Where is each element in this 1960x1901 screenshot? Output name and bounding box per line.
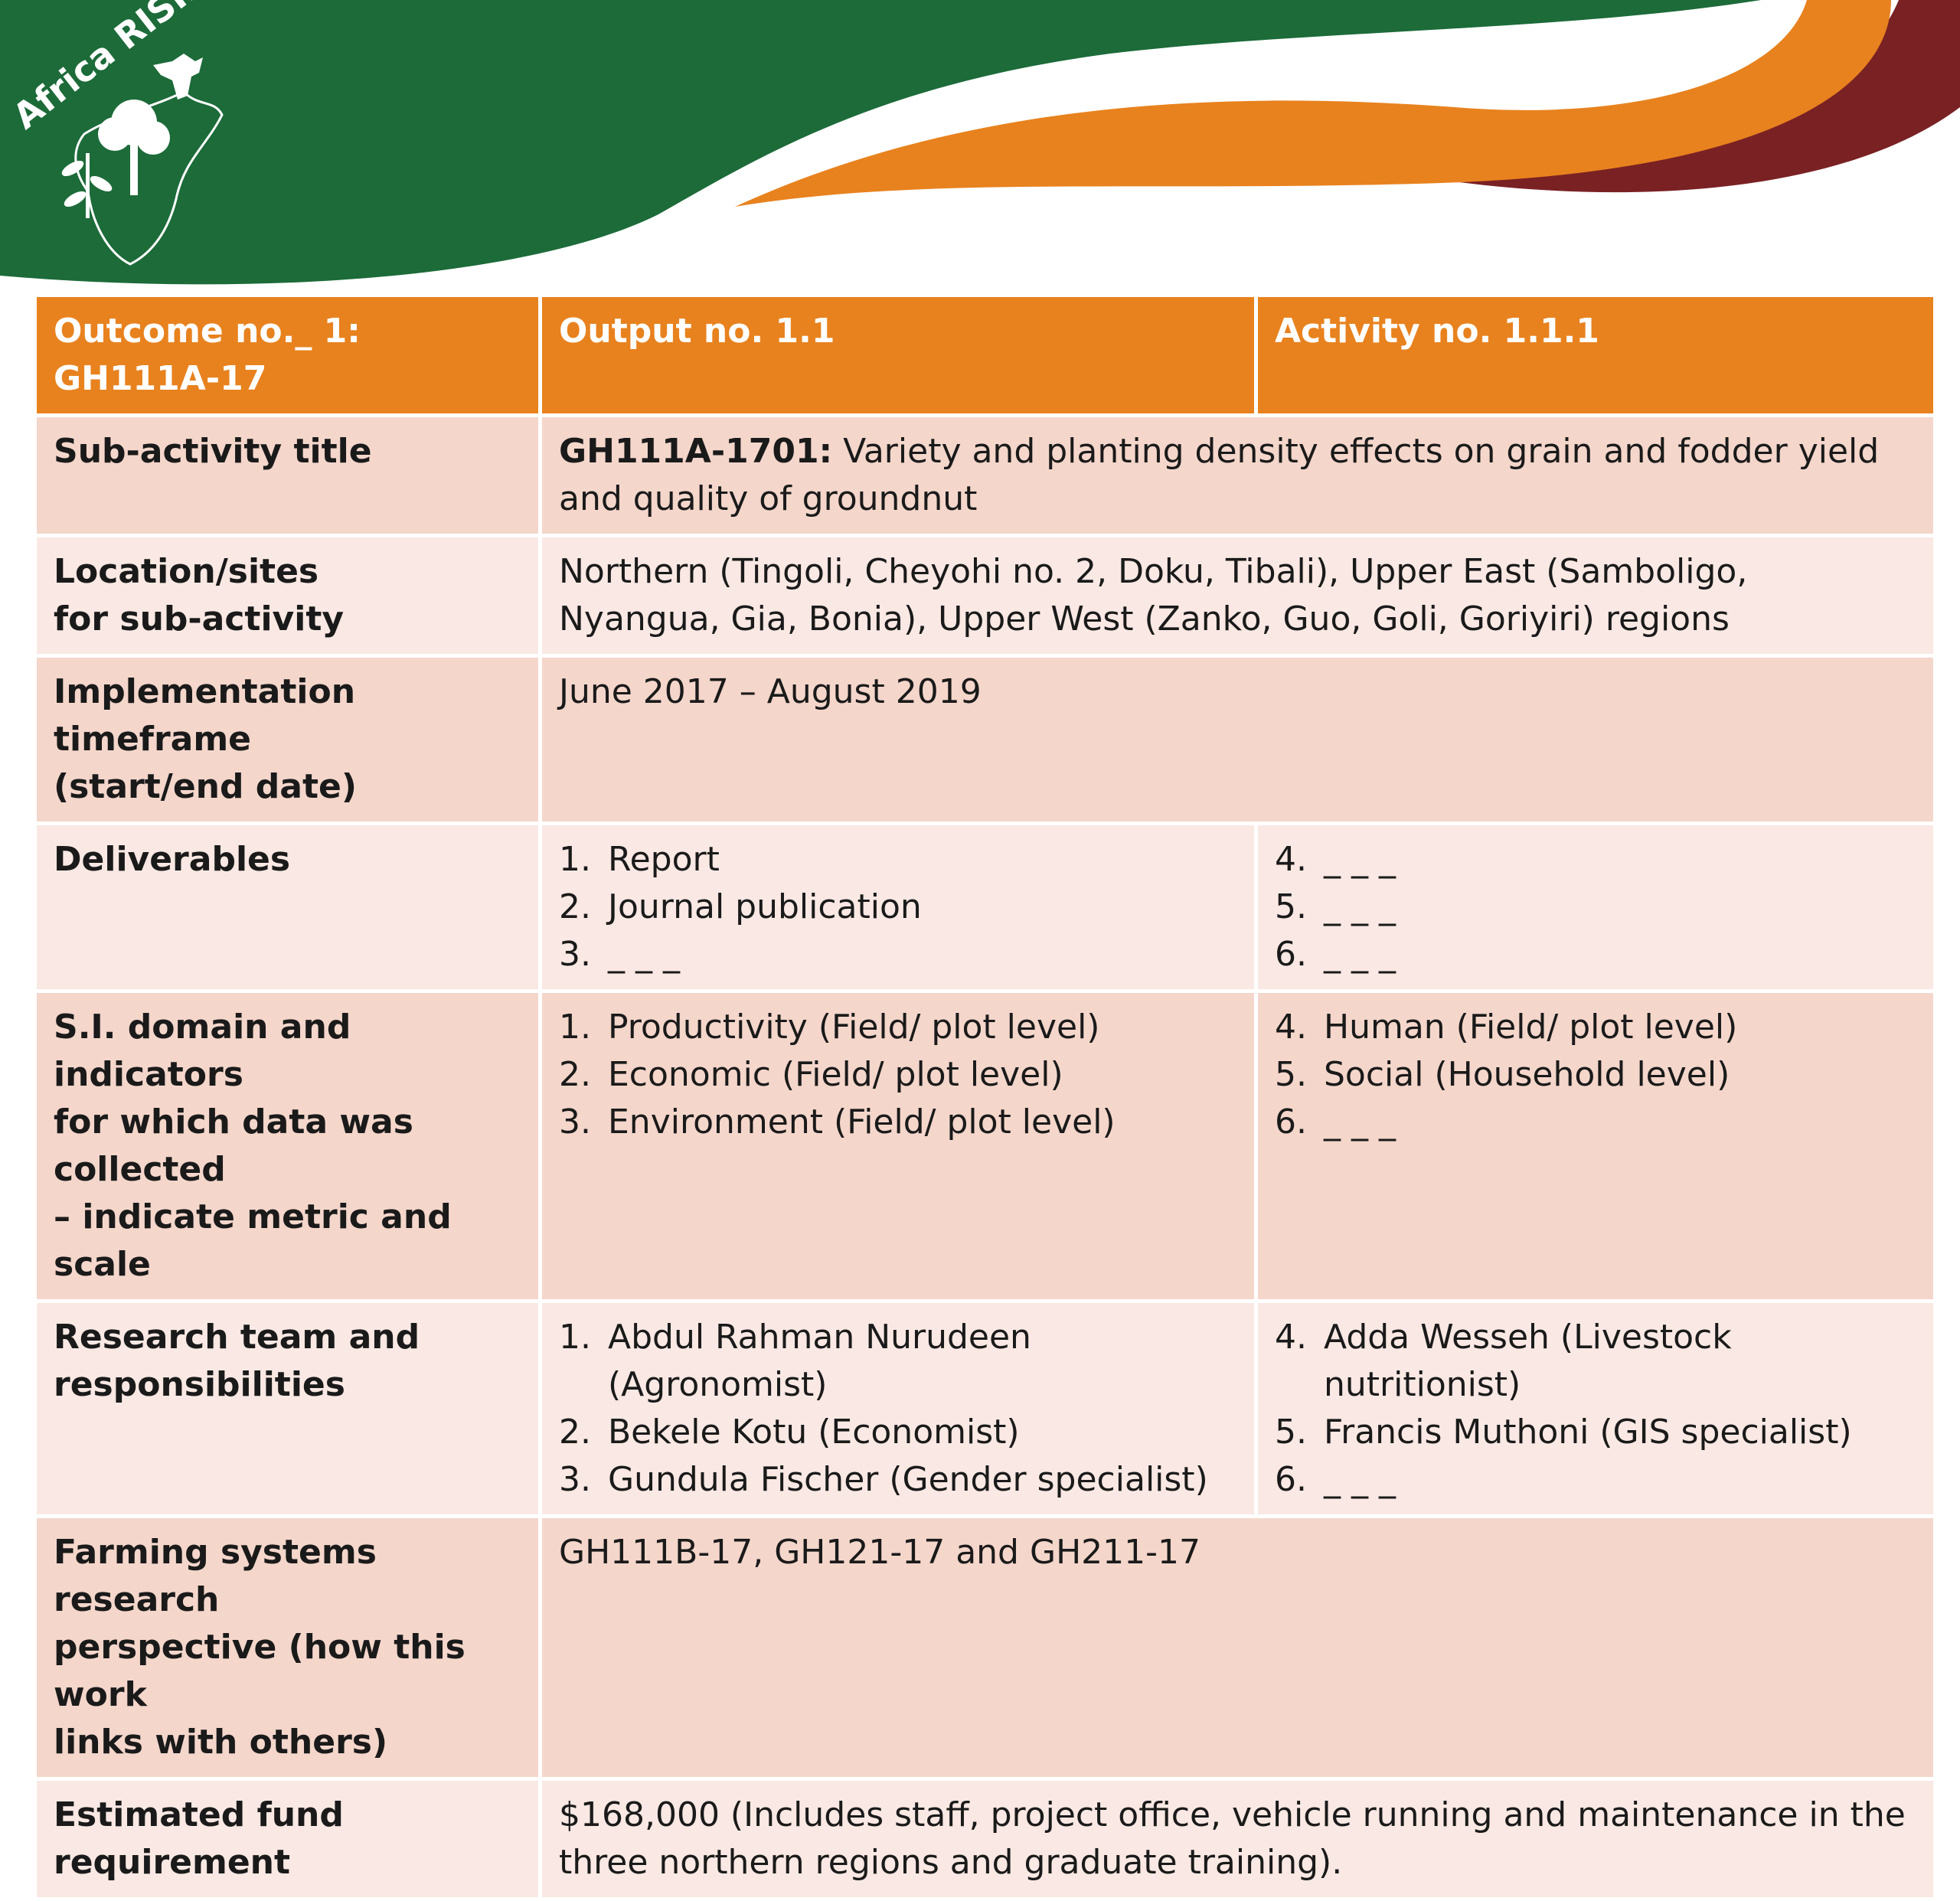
si-domain-label-line3: – indicate metric and scale	[54, 1197, 452, 1284]
research-team-right	[1256, 1302, 1936, 1517]
research-team-list-left	[559, 1314, 1237, 1504]
farming-systems-label-line2: perspective (how this work	[54, 1628, 466, 1714]
location-label-line1: Location/sites	[54, 552, 319, 591]
list-item: 3. _ _ _	[559, 935, 680, 974]
list-item: 2. Economic (Field/ plot level)	[559, 1055, 1063, 1094]
list-item: 1. Report	[559, 840, 720, 879]
fund-row	[35, 1779, 1936, 1899]
si-domain-list-left	[559, 1004, 1237, 1146]
list-item: 5. Social (Household level)	[1275, 1055, 1730, 1094]
list-item: 5. _ _ _	[1275, 887, 1396, 926]
research-team-label	[35, 1302, 541, 1517]
farming-systems-value: GH111B-17, GH121-17 and GH211-17	[541, 1517, 1936, 1779]
list-item: 3. Environment (Field/ plot level)	[559, 1102, 1116, 1142]
farming-systems-row	[35, 1517, 1936, 1779]
list-item: 4. Human (Field/ plot level)	[1275, 1008, 1738, 1047]
output-header: Output no. 1.1	[541, 296, 1256, 416]
si-domain-label-line2: for which data was collected	[54, 1102, 413, 1189]
timeframe-label	[35, 656, 541, 824]
si-domain-label-line1: S.I. domain and indicators	[54, 1008, 351, 1094]
si-domain-left	[541, 991, 1256, 1302]
sub-activity-label: Sub-activity title	[35, 416, 541, 536]
outcome-header: Outcome no._ 1: GH111A-17	[35, 296, 541, 416]
farming-systems-label	[35, 1517, 541, 1779]
fund-label: Estimated fund requirement	[35, 1779, 541, 1899]
timeframe-label-line2: (start/end date)	[54, 767, 357, 806]
sub-activity-row	[35, 416, 1936, 536]
si-domain-list-right	[1275, 1004, 1916, 1146]
list-item: 6. _ _ _	[1275, 935, 1396, 974]
location-label	[35, 536, 541, 656]
activity-header: Activity no. 1.1.1	[1256, 296, 1936, 416]
deliverables-label: Deliverables	[35, 824, 541, 991]
timeframe-label-line1: Implementation timeframe	[54, 672, 356, 759]
header-banner	[0, 0, 1960, 299]
list-item: 4. Adda Wesseh (Livestock nutritionist)	[1275, 1318, 1732, 1404]
sub-activity-table	[33, 293, 1937, 1901]
list-item: 6. _ _ _	[1275, 1460, 1396, 1499]
farming-systems-label-line3: links with others)	[54, 1723, 388, 1762]
deliverables-left	[541, 824, 1256, 991]
list-item: 1. Abdul Rahman Nurudeen (Agronomist)	[559, 1318, 1031, 1404]
deliverables-list-right	[1275, 836, 1916, 978]
deliverables-right	[1256, 824, 1936, 991]
si-domain-right	[1256, 991, 1936, 1302]
table-header-row	[35, 296, 1936, 416]
list-item: 2. Journal publication	[559, 887, 922, 926]
si-domain-label	[35, 991, 541, 1302]
list-item: 6. _ _ _	[1275, 1102, 1396, 1142]
list-item: 1. Productivity (Field/ plot level)	[559, 1008, 1100, 1047]
list-item: 4. _ _ _	[1275, 840, 1396, 879]
timeframe-row	[35, 656, 1936, 824]
deliverables-list-left	[559, 836, 1237, 978]
sub-activity-value	[541, 416, 1936, 536]
research-team-label-line1: Research team and	[54, 1318, 420, 1357]
sub-activity-code: GH111A-1701:	[559, 432, 833, 471]
list-item: 5. Francis Muthoni (GIS specialist)	[1275, 1413, 1852, 1452]
si-domain-row	[35, 991, 1936, 1302]
location-value: Northern (Tingoli, Cheyohi no. 2, Doku, Tibali), Upper East (Samboligo, Nyangua, Gia, Bonia), Upper West (Zanko, Guo, Goli, Goriyiri) regions	[541, 536, 1936, 656]
location-label-line2: for sub-activity	[54, 599, 345, 639]
list-item: 2. Bekele Kotu (Economist)	[559, 1413, 1020, 1452]
fund-value: $168,000 (Includes staff, project office, vehicle running and maintenance in the three northern regions and graduate training).	[541, 1779, 1936, 1899]
location-row	[35, 536, 1936, 656]
sub-activity-text: Variety and planting density effects on grain and fodder yield and quality of groundnut	[559, 432, 1880, 518]
research-team-left	[541, 1302, 1256, 1517]
research-team-label-line2: responsibilities	[54, 1365, 345, 1404]
deliverables-row	[35, 824, 1936, 991]
research-team-list-right	[1275, 1314, 1916, 1504]
farming-systems-label-line1: Farming systems research	[54, 1533, 377, 1619]
list-item: 3. Gundula Fischer (Gender specialist)	[559, 1460, 1208, 1499]
research-team-row	[35, 1302, 1936, 1517]
timeframe-value: June 2017 – August 2019	[541, 656, 1936, 824]
